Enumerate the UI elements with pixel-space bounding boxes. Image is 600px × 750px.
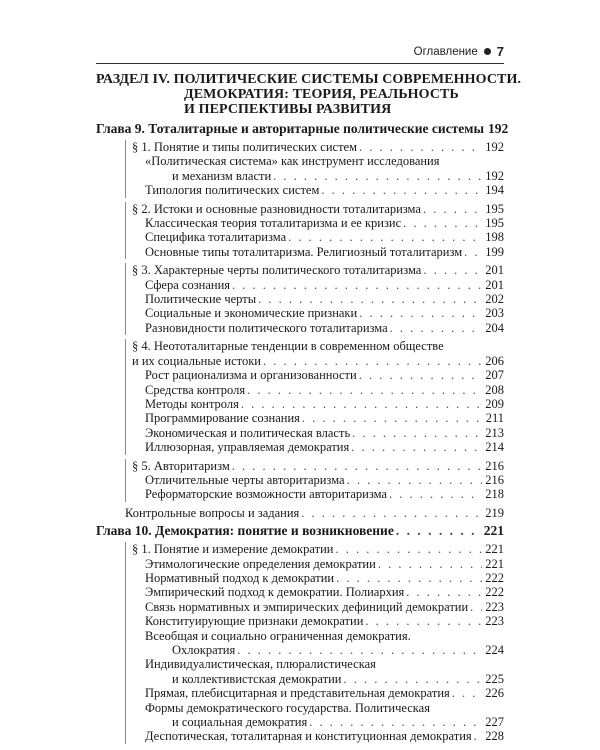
toc-entry[interactable] <box>126 715 504 729</box>
toc-entry[interactable] <box>126 657 504 671</box>
toc-entry[interactable] <box>126 614 504 628</box>
toc-entry-page: 224 <box>485 643 504 657</box>
toc-leader-dots <box>423 202 482 216</box>
toc-entry[interactable] <box>126 306 504 320</box>
toc-entry-page: 222 <box>485 570 504 585</box>
toc-entry[interactable] <box>126 440 504 454</box>
section-title <box>96 72 522 117</box>
table-of-contents <box>96 72 522 744</box>
toc-entry-title: Нормативный подход к демократии <box>145 570 335 585</box>
toc-entry-page: 211 <box>485 411 504 426</box>
toc-entry-page: 208 <box>485 382 504 397</box>
toc-entry-title: § 2. Истоки и основные разновидности тоталитаризма <box>132 201 421 216</box>
toc-leader-dots <box>474 729 482 743</box>
toc-entry[interactable] <box>126 383 504 397</box>
toc-leader-dots <box>288 230 482 244</box>
toc-leader-dots <box>452 686 482 700</box>
section-title-line: РАЗДЕЛ IV. ПОЛИТИЧЕСКИЕ СИСТЕМЫ СОВРЕМЕННОСТИ. <box>96 72 522 87</box>
toc-entry[interactable] <box>126 585 504 599</box>
toc-entry-page: 195 <box>485 201 504 216</box>
section-title-line: ДЕМОКРАТИЯ: ТЕОРИЯ, РЕАЛЬНОСТЬ <box>184 87 459 102</box>
toc-leader-dots <box>378 557 482 571</box>
toc-entry-control-questions[interactable] <box>96 506 504 520</box>
toc-entry-page: 221 <box>485 556 504 571</box>
toc-entry-title: Этимологические определения демократии <box>145 556 376 571</box>
toc-entry[interactable] <box>126 473 504 487</box>
header-rule <box>96 63 504 64</box>
toc-entry-page: 214 <box>485 440 504 455</box>
toc-entry[interactable] <box>126 216 504 230</box>
toc-leader-dots <box>241 397 482 411</box>
toc-entry-page: 201 <box>485 263 504 278</box>
toc-entry[interactable] <box>126 411 504 425</box>
toc-entry-page: 203 <box>485 306 504 321</box>
toc-entry[interactable] <box>126 183 504 197</box>
toc-leader-dots <box>301 506 482 520</box>
toc-entry[interactable] <box>126 629 504 643</box>
section-title-line: И ПЕРСПЕКТИВЫ РАЗВИТИЯ <box>184 102 392 117</box>
toc-entry-page: 228 <box>485 729 504 744</box>
toc-group-paragraph-2 <box>125 202 504 260</box>
toc-leader-dots <box>344 672 483 686</box>
toc-group-paragraph-4 <box>125 339 504 454</box>
toc-entry[interactable] <box>126 643 504 657</box>
toc-leader-dots <box>347 473 482 487</box>
toc-entry[interactable] <box>126 397 504 411</box>
toc-entry[interactable] <box>126 169 504 183</box>
toc-entry-title: Сфера сознания <box>145 277 231 292</box>
toc-entry-title: Социальные и экономические признаки <box>145 306 358 321</box>
toc-leader-dots <box>470 600 482 614</box>
toc-leader-dots <box>396 523 482 539</box>
toc-entry-title: Контрольные вопросы и задания <box>125 505 300 520</box>
toc-entry-page: 223 <box>485 614 504 629</box>
toc-entry-page: 192 <box>485 140 504 154</box>
toc-entry-page: 204 <box>485 320 504 335</box>
toc-entry[interactable] <box>126 701 504 715</box>
toc-leader-dots <box>464 245 482 259</box>
toc-entry-title: Политические черты <box>145 292 257 307</box>
toc-leader-dots <box>232 278 482 292</box>
toc-entry-page: 199 <box>485 244 504 259</box>
toc-chapter-10[interactable] <box>96 523 504 539</box>
toc-entry-title: § 1. Понятие и типы политических систем <box>132 140 357 154</box>
toc-entry-title: Всеобщая и социально ограниченная демократия. <box>145 628 411 643</box>
toc-entry-page: 216 <box>485 472 504 487</box>
toc-leader-dots <box>247 383 482 397</box>
toc-leader-dots <box>263 354 482 368</box>
toc-entry[interactable] <box>126 600 504 614</box>
toc-entry[interactable] <box>126 339 504 353</box>
toc-entry-title: Иллюзорная, управляемая демократия <box>145 440 350 455</box>
toc-entry[interactable] <box>126 672 504 686</box>
toc-entry-title: Экономическая и политическая власть <box>145 425 351 440</box>
toc-leader-dots <box>389 487 482 501</box>
toc-leader-dots <box>237 643 482 657</box>
toc-chapter-9[interactable] <box>96 121 509 137</box>
toc-leader-dots <box>359 368 482 382</box>
toc-entry-title: Связь нормативных и эмпирических дефиниций демократии <box>145 599 469 614</box>
toc-leader-dots <box>302 411 482 425</box>
toc-entry-title: и их социальные истоки <box>132 353 261 368</box>
toc-entry[interactable] <box>126 321 504 335</box>
toc-entry-page: 226 <box>485 686 504 701</box>
toc-group-paragraph-3 <box>125 263 504 335</box>
toc-entry[interactable] <box>126 245 504 259</box>
toc-entry-title: и коллективистская демократии <box>172 671 342 686</box>
toc-entry-page: 225 <box>485 671 504 686</box>
toc-entry-title: Рост рационализма и организованности <box>145 368 357 383</box>
toc-entry-page: 222 <box>485 585 504 600</box>
toc-leader-dots <box>365 614 482 628</box>
toc-entry-title: § 4. Неототалитарные тенденции в современном обществе <box>132 339 444 354</box>
toc-entry-page: 194 <box>485 183 504 198</box>
toc-entry-page: 192 <box>485 168 504 183</box>
toc-entry[interactable] <box>126 557 504 571</box>
toc-entry-title: Глава 10. Демократия: понятие и возникновение <box>96 523 394 539</box>
bullet-icon <box>484 48 491 55</box>
toc-leader-dots <box>403 216 482 230</box>
toc-group-ch10-paragraph-1 <box>125 542 504 744</box>
toc-entry-page: 207 <box>485 368 504 383</box>
toc-entry-title: Классическая теория тоталитаризма и ее кризис <box>145 216 402 231</box>
toc-group-paragraph-5 <box>125 459 504 502</box>
toc-entry[interactable] <box>126 542 504 556</box>
toc-leader-dots <box>321 183 482 197</box>
toc-entry-page: 213 <box>485 425 504 440</box>
toc-entry[interactable] <box>126 487 504 501</box>
toc-entry[interactable] <box>126 140 504 154</box>
toc-entry-page: 219 <box>485 505 504 520</box>
page-number: 7 <box>496 44 504 59</box>
toc-leader-dots <box>335 542 482 556</box>
toc-entry-page: 223 <box>485 599 504 614</box>
toc-entry-title: Глава 9. Тоталитарные и авторитарные политические системы <box>96 121 485 136</box>
toc-entry[interactable] <box>126 426 504 440</box>
toc-leader-dots <box>273 169 482 183</box>
toc-entry[interactable] <box>126 154 504 168</box>
toc-entry[interactable] <box>126 278 504 292</box>
toc-entry-title: Типология политических систем <box>145 183 320 198</box>
toc-entry-page: 198 <box>485 230 504 245</box>
toc-entry-title: и механизм власти <box>172 168 272 183</box>
toc-entry-page: 195 <box>485 216 504 231</box>
toc-leader-dots <box>359 306 482 320</box>
toc-entry[interactable] <box>126 459 504 473</box>
toc-entry[interactable] <box>126 292 504 306</box>
toc-entry-title: Охлократия <box>172 643 236 657</box>
toc-entry-page: 202 <box>485 292 504 307</box>
toc-entry-title: «Политическая система» как инструмент исследования <box>145 154 440 169</box>
toc-entry-page: 201 <box>485 277 504 292</box>
toc-entry-page: 221 <box>485 542 504 557</box>
toc-leader-dots <box>423 263 482 277</box>
toc-entry-title: § 3. Характерные черты политического тоталитаризма <box>132 263 422 278</box>
toc-entry-page: 216 <box>485 458 504 473</box>
toc-entry[interactable] <box>126 202 504 216</box>
toc-group-paragraph-1 <box>125 140 504 198</box>
toc-entry-title: Средства контроля <box>145 382 246 397</box>
toc-entry-page: 209 <box>485 396 504 411</box>
toc-entry-title: Формы демократического государства. Политическая <box>145 700 430 715</box>
toc-leader-dots <box>232 459 482 473</box>
toc-leader-dots <box>352 426 482 440</box>
toc-entry-page: 218 <box>485 487 504 502</box>
toc-entry-title: Программирование сознания <box>145 411 300 426</box>
toc-entry-page: 227 <box>485 715 504 730</box>
toc-entry-title: Прямая, плебисцитарная и представительная демократия <box>145 686 450 701</box>
toc-entry-title: Конституирующие признаки демократии <box>145 614 364 629</box>
toc-entry-title: Специфика тоталитаризма <box>145 230 287 245</box>
toc-entry-title: Разновидности политического тоталитаризма <box>145 320 388 335</box>
toc-leader-dots <box>351 440 482 454</box>
toc-entry-title: Реформаторские возможности авторитаризма <box>145 487 387 502</box>
toc-entry-page: 206 <box>485 353 504 368</box>
running-header-title: Оглавление <box>413 45 478 58</box>
toc-entry[interactable] <box>126 368 504 382</box>
toc-entry-title: и социальная демократия <box>172 715 308 730</box>
toc-leader-dots <box>258 292 482 306</box>
toc-leader-dots <box>309 715 482 729</box>
toc-entry-title: Индивидуалистическая, плюралистическая <box>145 657 376 672</box>
toc-entry-page: 192 <box>488 121 509 136</box>
toc-entry[interactable] <box>126 354 504 368</box>
toc-entry-title: Отличительные черты авторитаризма <box>145 472 345 487</box>
toc-entry-title: Методы контроля <box>145 396 239 411</box>
toc-entry[interactable] <box>126 571 504 585</box>
toc-leader-dots <box>336 571 482 585</box>
toc-entry[interactable] <box>126 263 504 277</box>
toc-entry[interactable] <box>126 686 504 700</box>
toc-leader-dots <box>359 140 482 154</box>
toc-entry-title: Эмпирический подход к демократии. Полиархия <box>145 585 405 600</box>
running-header <box>414 44 504 59</box>
toc-entry-title: Основные типы тоталитаризма. Религиозный тоталитаризм <box>145 244 463 259</box>
toc-entry-title: § 5. Авторитаризм <box>132 458 230 473</box>
toc-entry[interactable] <box>126 729 504 743</box>
toc-entry-page: 221 <box>483 523 504 539</box>
toc-entry[interactable] <box>126 230 504 244</box>
toc-entry-title: § 1. Понятие и измерение демократии <box>132 542 334 557</box>
toc-leader-dots <box>406 585 482 599</box>
toc-leader-dots <box>390 321 482 335</box>
toc-entry-title: Деспотическая, тоталитарная и конституционная демократия <box>145 729 472 744</box>
